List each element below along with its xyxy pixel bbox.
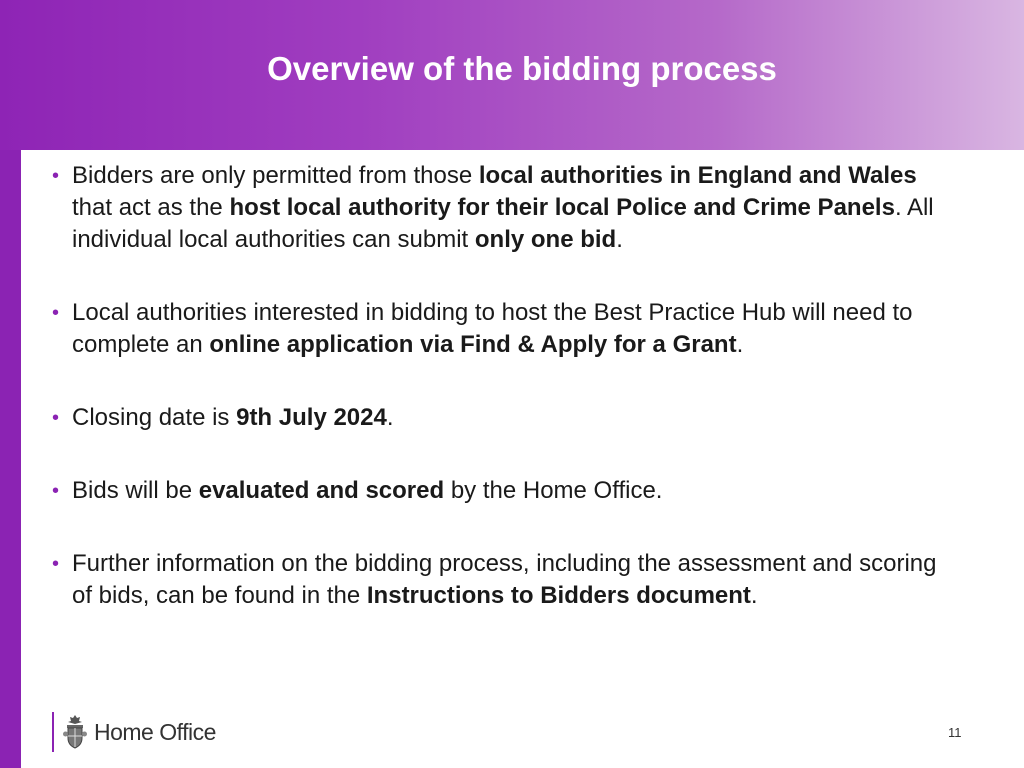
bullet-item bbox=[52, 548, 957, 612]
bullet-text: by the Home Office. bbox=[444, 477, 663, 504]
bullet-marker: • bbox=[52, 480, 60, 502]
bullet-text: Local authorities interested in bidding to host the Best Practice Hub will need to complete an bbox=[72, 299, 913, 358]
royal-crest-icon bbox=[62, 714, 88, 750]
logo-divider bbox=[52, 712, 54, 752]
bullet-item bbox=[52, 160, 957, 256]
bullet-list bbox=[52, 160, 957, 653]
bullet-marker: • bbox=[52, 553, 60, 575]
bullet-text: . bbox=[736, 331, 744, 358]
home-office-logo bbox=[52, 712, 216, 752]
bullet-bold-text: only one bid bbox=[474, 226, 617, 253]
bullet-text: . bbox=[386, 404, 394, 431]
bullet-bold-text: evaluated and scored bbox=[198, 477, 445, 504]
bullet-text: Closing date is bbox=[72, 404, 237, 431]
bullet-marker: • bbox=[52, 165, 60, 187]
left-accent-strip bbox=[0, 150, 21, 768]
bullet-text: Bids will be bbox=[72, 477, 199, 504]
slide-title: Overview of the bidding process bbox=[267, 50, 777, 87]
bullet-text: that act as the bbox=[72, 194, 230, 221]
bullet-item bbox=[52, 475, 957, 507]
bullet-text: . bbox=[750, 582, 758, 609]
bullet-text: . bbox=[616, 226, 623, 253]
page-number: 11 bbox=[948, 725, 962, 740]
bullet-bold-text: host local authority for their local Police and Crime Panels bbox=[229, 194, 895, 221]
bullet-bold-text: 9th July 2024 bbox=[236, 404, 387, 431]
bullet-item bbox=[52, 402, 957, 434]
bullet-bold-text: Instructions to Bidders document bbox=[366, 582, 751, 609]
bullet-text: . All individual local authorities can submit bbox=[72, 194, 934, 253]
bullet-marker: • bbox=[52, 407, 60, 429]
bullet-marker: • bbox=[52, 302, 60, 324]
bullet-bold-text: local authorities in England and Wales bbox=[478, 162, 917, 189]
bullet-text: Further information on the bidding process, including the assessment and scoring of bids, can be found in the bbox=[72, 550, 937, 609]
bullet-bold-text: online application via Find & Apply for a Grant bbox=[209, 331, 737, 358]
bullet-text: Bidders are only permitted from those bbox=[72, 162, 479, 189]
bullet-item bbox=[52, 297, 957, 361]
logo-text: Home Office bbox=[94, 718, 216, 745]
